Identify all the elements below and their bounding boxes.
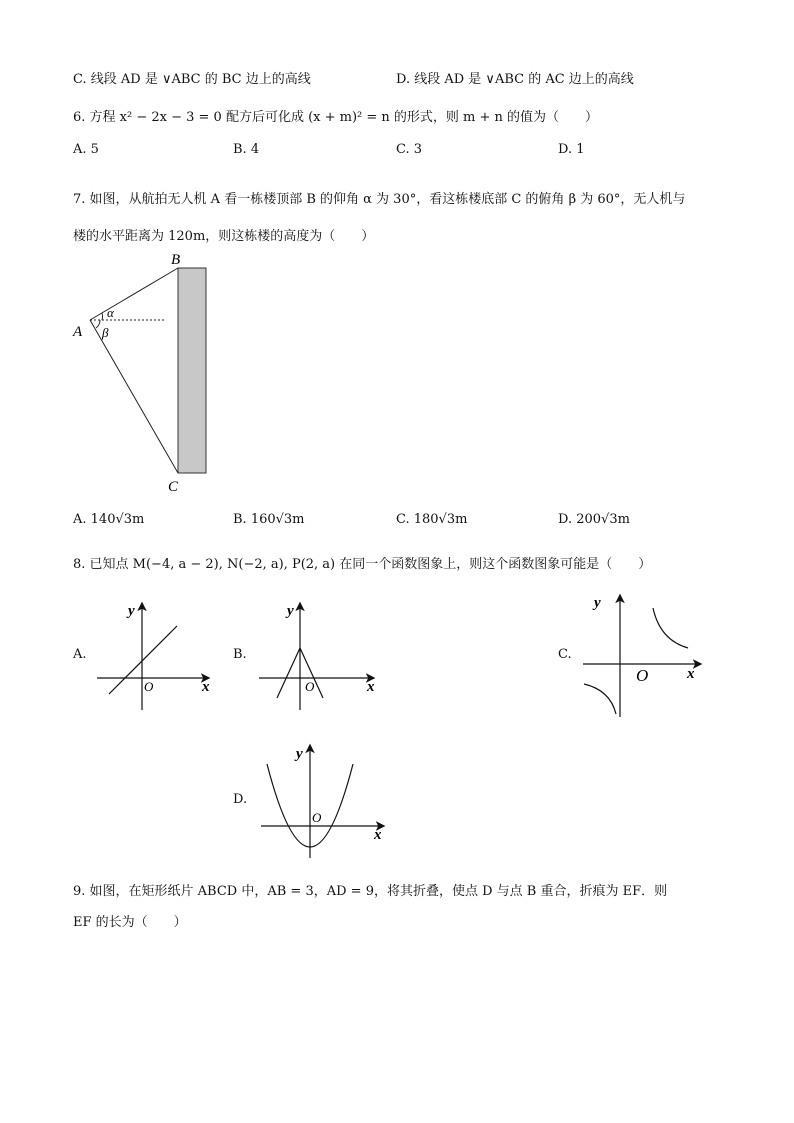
graph-left-branch	[277, 648, 300, 698]
x-label: x	[367, 679, 375, 695]
q6-option-d: D. 1	[558, 142, 585, 157]
y-label: y	[287, 603, 294, 619]
building	[178, 268, 206, 473]
q8-option-b-label: B.	[233, 647, 247, 662]
q7-option-b: B. 160√3m	[233, 512, 305, 527]
q6-stem: 6. 方程 x² − 2x − 3 = 0 配方后可化成 (x + m)² = n 的形式，则 m + n 的值为（ ）	[73, 110, 599, 125]
q8-stem: 8. 已知点 M(−4, a − 2), N(−2, a), P(2, a) 在同一个函数图象上，则这个函数图象可能是（ ）	[73, 557, 652, 572]
q9-stem-line1: 9. 如图，在矩形纸片 ABCD 中，AB = 3，AD = 9，将其折叠，使点 D 与点 B 重合，折痕为 EF．则	[73, 884, 668, 899]
hyperbola-branch-lower	[584, 684, 616, 714]
x-label: x	[374, 827, 382, 843]
q5-option-c: C. 线段 AD 是 ∨ABC 的 BC 边上的高线	[73, 72, 311, 87]
origin-label: O	[305, 679, 315, 694]
origin-label: O	[636, 666, 649, 685]
q7-figure	[60, 248, 230, 498]
q8-option-c-label: C.	[558, 647, 572, 662]
label-c: C	[168, 479, 179, 495]
label-b: B	[171, 252, 181, 268]
line-ab	[90, 268, 178, 320]
q8-option-a-label: A.	[73, 647, 87, 662]
q6-option-a: A. 5	[73, 142, 99, 157]
angle-beta-arc	[96, 320, 100, 328]
origin-label: O	[144, 679, 154, 694]
label-beta: β	[102, 325, 109, 340]
y-label: y	[594, 595, 601, 611]
x-label: x	[687, 666, 695, 682]
q7-stem-line2: 楼的水平距离为 120m，则这栋楼的高度为（ ）	[73, 229, 375, 244]
y-label: y	[128, 603, 135, 619]
hyperbola-branch-upper	[653, 608, 688, 648]
x-label: x	[202, 679, 210, 695]
y-label: y	[296, 746, 303, 762]
q7-stem-line1: 7. 如图，从航拍无人机 A 看一栋楼顶部 B 的仰角 α 为 30°，看这栋楼底部 C 的俯角 β 为 60°，无人机与	[73, 192, 686, 207]
q6-option-b: B. 4	[233, 142, 260, 157]
q7-option-c: C. 180√3m	[396, 512, 468, 527]
q7-option-d: D. 200√3m	[558, 512, 630, 527]
q9-stem-line2: EF 的长为（ ）	[73, 915, 187, 930]
angle-alpha-arc	[102, 313, 103, 320]
label-alpha: α	[107, 305, 114, 320]
q7-option-a: A. 140√3m	[73, 512, 145, 527]
q8-graph-b	[255, 598, 385, 713]
q6-option-c: C. 3	[396, 142, 423, 157]
graph-line	[109, 626, 177, 694]
line-ac	[90, 320, 178, 473]
q5-option-d: D. 线段 AD 是 ∨ABC 的 AC 边上的高线	[396, 72, 634, 87]
q8-graph-a	[95, 598, 220, 713]
label-a: A	[73, 324, 83, 340]
q8-graph-d	[255, 740, 390, 862]
q8-option-d-label: D.	[233, 792, 248, 807]
origin-label: O	[312, 810, 322, 825]
q8-graph-c	[580, 590, 705, 720]
